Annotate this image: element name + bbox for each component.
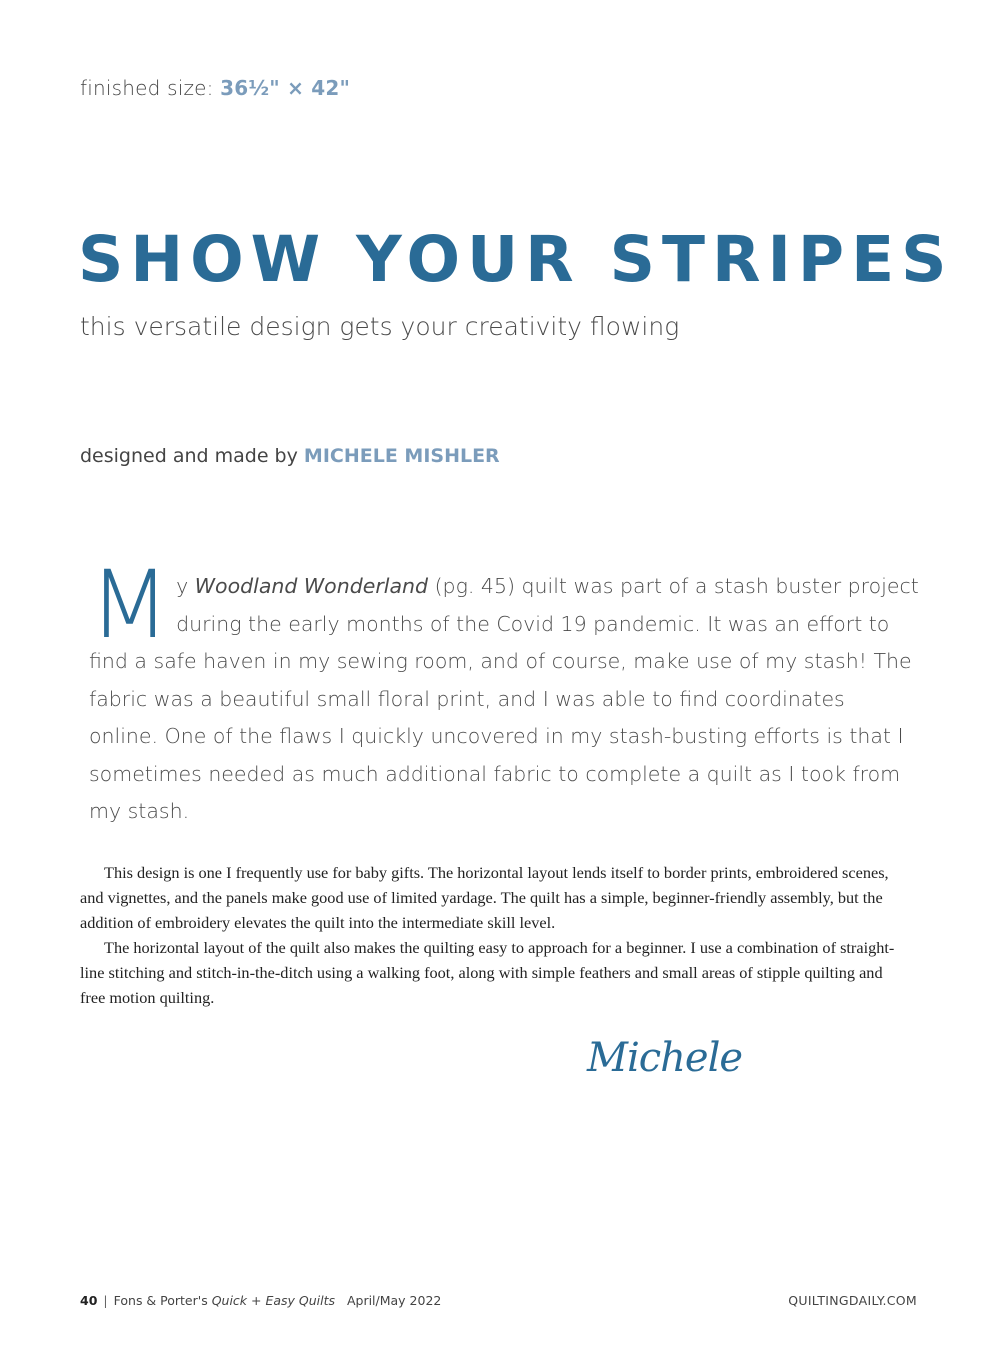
article-subtitle: this versatile design gets your creativity flowing [80,312,680,341]
issue-date: April/May 2022 [346,1293,442,1308]
intro-paragraph [89,551,919,831]
article-title: SHOW YOUR STRIPES [78,223,954,296]
byline-prefix: designed and made by [80,445,298,467]
finished-size-label: finished size: [80,76,214,100]
finished-size [80,76,350,100]
footer-website: QUILTINGDAILY.COM [788,1293,917,1308]
intro-text-rest: (pg. 45) quilt was part of a stash buster project during the early months of the Covid 19 pandemic. It was an effort to find a safe haven in my sewing room, and of course, make use of my stash! The fabric was a beautiful small floral print, and I was able to find coordinates online. One of the flaws I quickly uncovered in my stash-busting efforts is that I sometimes needed as much additional fabric to complete a quilt as I took from my stash. [89,574,919,823]
byline-author: MICHELE MISHLER [303,445,500,467]
drop-cap: M [89,551,171,660]
byline [80,445,500,467]
intro-text-start: y [176,574,195,598]
footer-publication [80,1293,441,1308]
finished-size-value: 36½" × 42" [220,76,351,100]
quilt-name: Woodland Wonderland [194,574,429,598]
body-text [80,860,895,1010]
publication-prefix: Fons & Porter's [113,1293,208,1308]
footer-separator: | [103,1293,108,1308]
body-paragraph: This design is one I frequently use for baby gifts. The horizontal layout lends itself to border prints, embroidered scenes, and vignettes, and the panels make good use of limited yardage. The quilt has a simple, beginner-friendly assembly, but the addition of embroidery elevates the quilt into the intermediate skill level. [80,863,889,932]
page-number: 40 [80,1293,98,1308]
publication-title: Quick + Easy Quilts [211,1293,336,1308]
body-paragraph: The horizontal layout of the quilt also makes the quilting easy to approach for a beginner. I use a combination of straight-line stitching and stitch-in-the-ditch using a walking foot, along with simple feathers and small areas of stipple quilting and free motion quilting. [80,938,895,1007]
signature: Michele [587,1035,743,1081]
